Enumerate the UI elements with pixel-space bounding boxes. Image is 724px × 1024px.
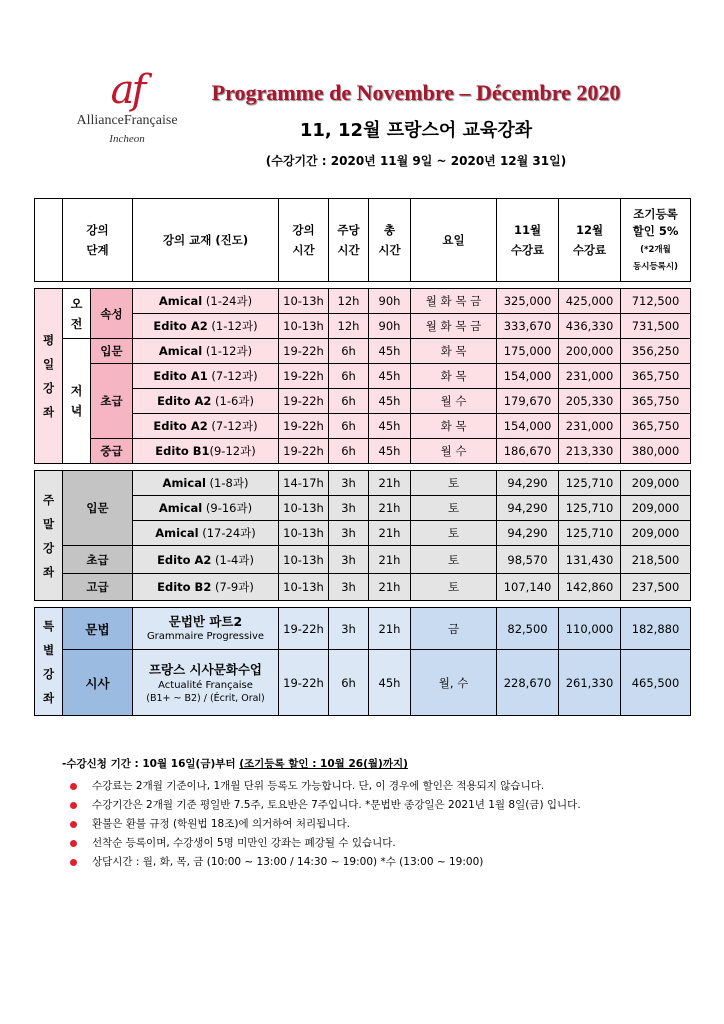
book-range: (1-12과) xyxy=(207,319,258,333)
course-book xyxy=(133,414,279,439)
cell-fee-dec: 213,330 xyxy=(559,439,621,464)
cell-weekly: 3h xyxy=(329,471,369,496)
course-book xyxy=(133,521,279,546)
cell-days: 화 목 xyxy=(411,414,497,439)
spacer xyxy=(35,282,691,289)
level-beginner-weekend: 입문 xyxy=(63,471,133,546)
section-weekday-text: 평 일 강 좌 xyxy=(42,333,55,419)
registration-text: -수강신청 기간 : 10월 16일(금)부터 xyxy=(62,758,240,770)
cell-fee-nov: 228,670 xyxy=(497,650,559,716)
cell-days: 화 목 xyxy=(411,364,497,389)
cell-early: 731,500 xyxy=(621,314,691,339)
cell-weekly: 3h xyxy=(329,574,369,601)
cell-fee-dec: 110,000 xyxy=(559,608,621,650)
section-evening-text: 저 녁 xyxy=(70,384,83,418)
course-table xyxy=(34,198,691,716)
table-row xyxy=(35,389,691,414)
cell-fee-dec: 425,000 xyxy=(559,289,621,314)
cell-fee-dec: 125,710 xyxy=(559,496,621,521)
section-special xyxy=(35,608,63,716)
cell-fee-nov: 94,290 xyxy=(497,496,559,521)
book-subtitle-2: (B1+ ~ B2) / (Écrit, Oral) xyxy=(146,692,265,704)
cell-weekly: 12h xyxy=(329,289,369,314)
cell-hours: 10-13h xyxy=(279,574,329,601)
table-row xyxy=(35,339,691,364)
cell-early: 356,250 xyxy=(621,339,691,364)
cell-hours: 19-22h xyxy=(279,608,329,650)
cell-fee-dec: 131,430 xyxy=(559,546,621,574)
cell-fee-dec: 205,330 xyxy=(559,389,621,414)
cell-weekly: 3h xyxy=(329,546,369,574)
cell-total: 45h xyxy=(369,650,411,716)
cell-total: 21h xyxy=(369,574,411,601)
course-book xyxy=(133,314,279,339)
cell-early: 209,000 xyxy=(621,496,691,521)
book-title: 프랑스 시사문화수업 xyxy=(148,661,263,677)
cell-early: 380,000 xyxy=(621,439,691,464)
book-subtitle: Grammaire Progressive xyxy=(146,631,265,642)
note-text: 선착순 등록이며, 수강생이 5명 미만인 강좌는 폐강될 수 있습니다. xyxy=(92,837,396,849)
cell-weekly: 6h xyxy=(329,339,369,364)
cell-hours: 10-13h xyxy=(279,314,329,339)
cell-weekly: 6h xyxy=(329,414,369,439)
book-title: 문법반 파트2 xyxy=(168,614,243,629)
cell-total: 90h xyxy=(369,314,411,339)
book-range: (1-12과) xyxy=(202,344,253,358)
cell-early: 712,500 xyxy=(621,289,691,314)
course-book xyxy=(133,289,279,314)
cell-hours: 10-13h xyxy=(279,289,329,314)
cell-total: 45h xyxy=(369,414,411,439)
cell-hours: 19-22h xyxy=(279,389,329,414)
book-title: Edito A1 xyxy=(153,369,208,383)
cell-days: 토 xyxy=(411,521,497,546)
book-range: (7-12과) xyxy=(207,369,258,383)
title-korean: 11, 12월 프랑스어 교육강좌 xyxy=(299,120,533,141)
cell-total: 90h xyxy=(369,289,411,314)
book-title: Edito A2 xyxy=(157,394,212,408)
book-range: (7-9과) xyxy=(211,580,254,594)
bullet-icon xyxy=(70,783,77,790)
cell-total: 45h xyxy=(369,389,411,414)
header-early-note: (*2개월 동시등록시) xyxy=(633,245,678,272)
table-row xyxy=(35,439,691,464)
book-range: (1-24과) xyxy=(202,294,253,308)
registration-early-text: (조기등록 할인 : 10월 26(월)까지) xyxy=(239,758,408,770)
section-weekday xyxy=(35,289,63,464)
header-early-text: 조기등록 할인 5% xyxy=(632,207,679,238)
cell-days: 월 수 xyxy=(411,389,497,414)
cell-total: 45h xyxy=(369,364,411,389)
list-item xyxy=(62,777,682,796)
table-row xyxy=(35,364,691,389)
book-range: (7-12과) xyxy=(207,419,258,433)
level-beginner: 입문 xyxy=(91,339,133,364)
level-current-affairs: 시사 xyxy=(63,650,133,716)
list-item xyxy=(62,834,682,853)
cell-weekly: 12h xyxy=(329,314,369,339)
cell-weekly: 6h xyxy=(329,439,369,464)
table-row xyxy=(35,314,691,339)
book-range: (9-12과) xyxy=(209,444,256,458)
section-evening xyxy=(63,339,91,464)
cell-early: 237,500 xyxy=(621,574,691,601)
header-days: 요일 xyxy=(411,199,497,282)
cell-early: 218,500 xyxy=(621,546,691,574)
notes-list xyxy=(62,777,682,872)
cell-early: 209,000 xyxy=(621,521,691,546)
cell-hours: 19-22h xyxy=(279,339,329,364)
cell-early: 365,750 xyxy=(621,389,691,414)
book-title: Amical xyxy=(158,294,203,308)
table-header-row xyxy=(35,199,691,282)
cell-hours: 10-13h xyxy=(279,546,329,574)
bullet-icon xyxy=(70,802,77,809)
header-level xyxy=(63,199,133,282)
course-book xyxy=(133,439,279,464)
cell-hours: 19-22h xyxy=(279,439,329,464)
alliance-francaise-logo xyxy=(62,67,192,158)
cell-weekly: 3h xyxy=(329,608,369,650)
cell-days: 토 xyxy=(411,574,497,601)
level-advanced: 고급 xyxy=(63,574,133,601)
book-range: (1-6과) xyxy=(211,394,254,408)
cell-early: 365,750 xyxy=(621,364,691,389)
cell-weekly: 6h xyxy=(329,650,369,716)
cell-hours: 10-13h xyxy=(279,496,329,521)
header-total xyxy=(369,199,411,282)
cell-weekly: 3h xyxy=(329,496,369,521)
table-row xyxy=(35,650,691,716)
logo-mark: af xyxy=(110,67,144,113)
bullet-icon xyxy=(70,859,77,866)
header-total-text: 총 시간 xyxy=(378,223,401,257)
course-book xyxy=(133,389,279,414)
cell-total: 21h xyxy=(369,546,411,574)
book-range: (9-16과) xyxy=(202,501,253,515)
table-row xyxy=(35,608,691,650)
cell-fee-dec: 261,330 xyxy=(559,650,621,716)
cell-early: 465,500 xyxy=(621,650,691,716)
header-early xyxy=(621,199,691,282)
cell-fee-nov: 186,670 xyxy=(497,439,559,464)
cell-fee-dec: 231,000 xyxy=(559,414,621,439)
course-period: (수강기간 : 2020년 11월 9일 ~ 2020년 12월 31일) xyxy=(265,154,567,168)
cell-fee-nov: 98,570 xyxy=(497,546,559,574)
book-title: Edito A2 xyxy=(153,419,208,433)
course-book xyxy=(133,546,279,574)
cell-fee-nov: 175,000 xyxy=(497,339,559,364)
course-book xyxy=(133,364,279,389)
spacer xyxy=(35,601,691,608)
section-morning xyxy=(63,289,91,339)
cell-total: 45h xyxy=(369,439,411,464)
cell-total: 45h xyxy=(369,339,411,364)
cell-fee-nov: 107,140 xyxy=(497,574,559,601)
cell-days: 화 목 xyxy=(411,339,497,364)
section-weekend xyxy=(35,471,63,601)
cell-days: 금 xyxy=(411,608,497,650)
bullet-icon xyxy=(70,821,77,828)
table-row xyxy=(35,289,691,314)
logo-city: Incheon xyxy=(109,133,145,145)
cell-fee-dec: 125,710 xyxy=(559,521,621,546)
cell-hours: 14-17h xyxy=(279,471,329,496)
cell-total: 21h xyxy=(369,471,411,496)
cell-fee-dec: 231,000 xyxy=(559,364,621,389)
cell-fee-dec: 142,860 xyxy=(559,574,621,601)
book-title: Amical xyxy=(155,526,199,540)
book-subtitle: Actualité Française xyxy=(158,679,253,691)
course-book xyxy=(133,574,279,601)
cell-weekly: 6h xyxy=(329,389,369,414)
note-text: 수강기간은 2개월 기준 평일반 7.5주, 토요반은 7주입니다. *문법반 종강일은 2021년 1월 8일(금) 입니다. xyxy=(92,799,581,811)
book-range: (1-4과) xyxy=(211,552,254,567)
header-level-text: 강의 단계 xyxy=(86,223,109,257)
registration-period xyxy=(62,756,682,771)
list-item xyxy=(62,853,682,872)
cell-early: 182,880 xyxy=(621,608,691,650)
section-morning-text: 오 전 xyxy=(70,296,83,331)
header-hours-text: 강의 시간 xyxy=(292,223,315,257)
cell-fee-nov: 82,500 xyxy=(497,608,559,650)
cell-days: 토 xyxy=(411,546,497,574)
table-row xyxy=(35,414,691,439)
cell-days: 토 xyxy=(411,471,497,496)
course-book xyxy=(133,496,279,521)
spacer xyxy=(35,464,691,471)
note-text: 상담시간 : 월, 화, 목, 금 (10:00 ~ 13:00 / 14:30 ~ 19:00) *수 (13:00 ~ 19:00) xyxy=(92,856,484,868)
notes-section xyxy=(62,756,682,872)
level-intermediate: 중급 xyxy=(91,439,133,464)
book-title: Edito B1 xyxy=(155,444,210,458)
cell-fee-nov: 94,290 xyxy=(497,471,559,496)
note-text: 수강료는 2개월 기준이나, 1개월 단위 등록도 가능합니다. 단, 이 경우에 할인은 적용되지 않습니다. xyxy=(92,780,545,792)
header-weekly xyxy=(329,199,369,282)
cell-total: 21h xyxy=(369,521,411,546)
cell-hours: 10-13h xyxy=(279,521,329,546)
header-fee-nov-text: 11월 수강료 xyxy=(510,223,545,257)
cell-fee-dec: 125,710 xyxy=(559,471,621,496)
course-book xyxy=(133,339,279,364)
cell-hours: 19-22h xyxy=(279,414,329,439)
cell-total: 21h xyxy=(369,608,411,650)
table-row xyxy=(35,496,691,521)
cell-fee-nov: 154,000 xyxy=(497,414,559,439)
cell-days: 토 xyxy=(411,496,497,521)
section-weekend-text: 주 말 강 좌 xyxy=(42,492,55,579)
list-item xyxy=(62,815,682,834)
cell-fee-dec: 200,000 xyxy=(559,339,621,364)
cell-fee-nov: 154,000 xyxy=(497,364,559,389)
cell-days: 월, 수 xyxy=(411,650,497,716)
table-row xyxy=(35,521,691,546)
bullet-icon xyxy=(70,840,77,847)
header-blank xyxy=(35,199,63,282)
cell-fee-dec: 436,330 xyxy=(559,314,621,339)
cell-hours: 19-22h xyxy=(279,364,329,389)
cell-days: 월 수 xyxy=(411,439,497,464)
book-title: Amical xyxy=(162,476,206,490)
course-book xyxy=(133,650,279,716)
header-book: 강의 교재 (진도) xyxy=(133,199,279,282)
cell-hours: 19-22h xyxy=(279,650,329,716)
logo-name: AllianceFrançaise xyxy=(76,113,178,128)
book-title: Amical xyxy=(158,344,203,358)
cell-weekly: 3h xyxy=(329,521,369,546)
table-row xyxy=(35,471,691,496)
cell-early: 365,750 xyxy=(621,414,691,439)
book-range: (1-8과) xyxy=(205,476,249,490)
cell-days: 월 화 목 금 xyxy=(411,289,497,314)
book-title: Edito A2 xyxy=(153,319,208,333)
course-book xyxy=(133,608,279,650)
book-title: Edito A2 xyxy=(157,552,212,567)
level-elementary: 초급 xyxy=(91,364,133,439)
book-title: Amical xyxy=(158,501,203,515)
table-row xyxy=(35,574,691,601)
title-french: Programme de Novembre – Décembre 2020 xyxy=(211,80,621,105)
cell-days: 월 화 목 금 xyxy=(411,314,497,339)
book-range: (17-24과) xyxy=(198,526,256,540)
header-hours xyxy=(279,199,329,282)
list-item xyxy=(62,796,682,815)
header-fee-nov xyxy=(497,199,559,282)
cell-fee-nov: 325,000 xyxy=(497,289,559,314)
header-fee-dec-text: 12월 수강료 xyxy=(572,223,607,257)
section-special-text: 특 별 강 좌 xyxy=(42,618,55,705)
cell-weekly: 6h xyxy=(329,364,369,389)
cell-fee-nov: 333,670 xyxy=(497,314,559,339)
course-book xyxy=(133,471,279,496)
book-title: Edito B2 xyxy=(157,580,212,594)
level-grammar: 문법 xyxy=(63,608,133,650)
header-fee-dec xyxy=(559,199,621,282)
cell-total: 21h xyxy=(369,496,411,521)
cell-fee-nov: 179,670 xyxy=(497,389,559,414)
cell-fee-nov: 94,290 xyxy=(497,521,559,546)
level-intensive: 속성 xyxy=(91,289,133,339)
header-weekly-text: 주당 시간 xyxy=(337,223,360,257)
level-elementary-weekend: 초급 xyxy=(63,546,133,574)
table-row xyxy=(35,546,691,574)
note-text: 환불은 환불 규정 (학원법 18조)에 의거하여 처리됩니다. xyxy=(92,818,350,830)
cell-early: 209,000 xyxy=(621,471,691,496)
